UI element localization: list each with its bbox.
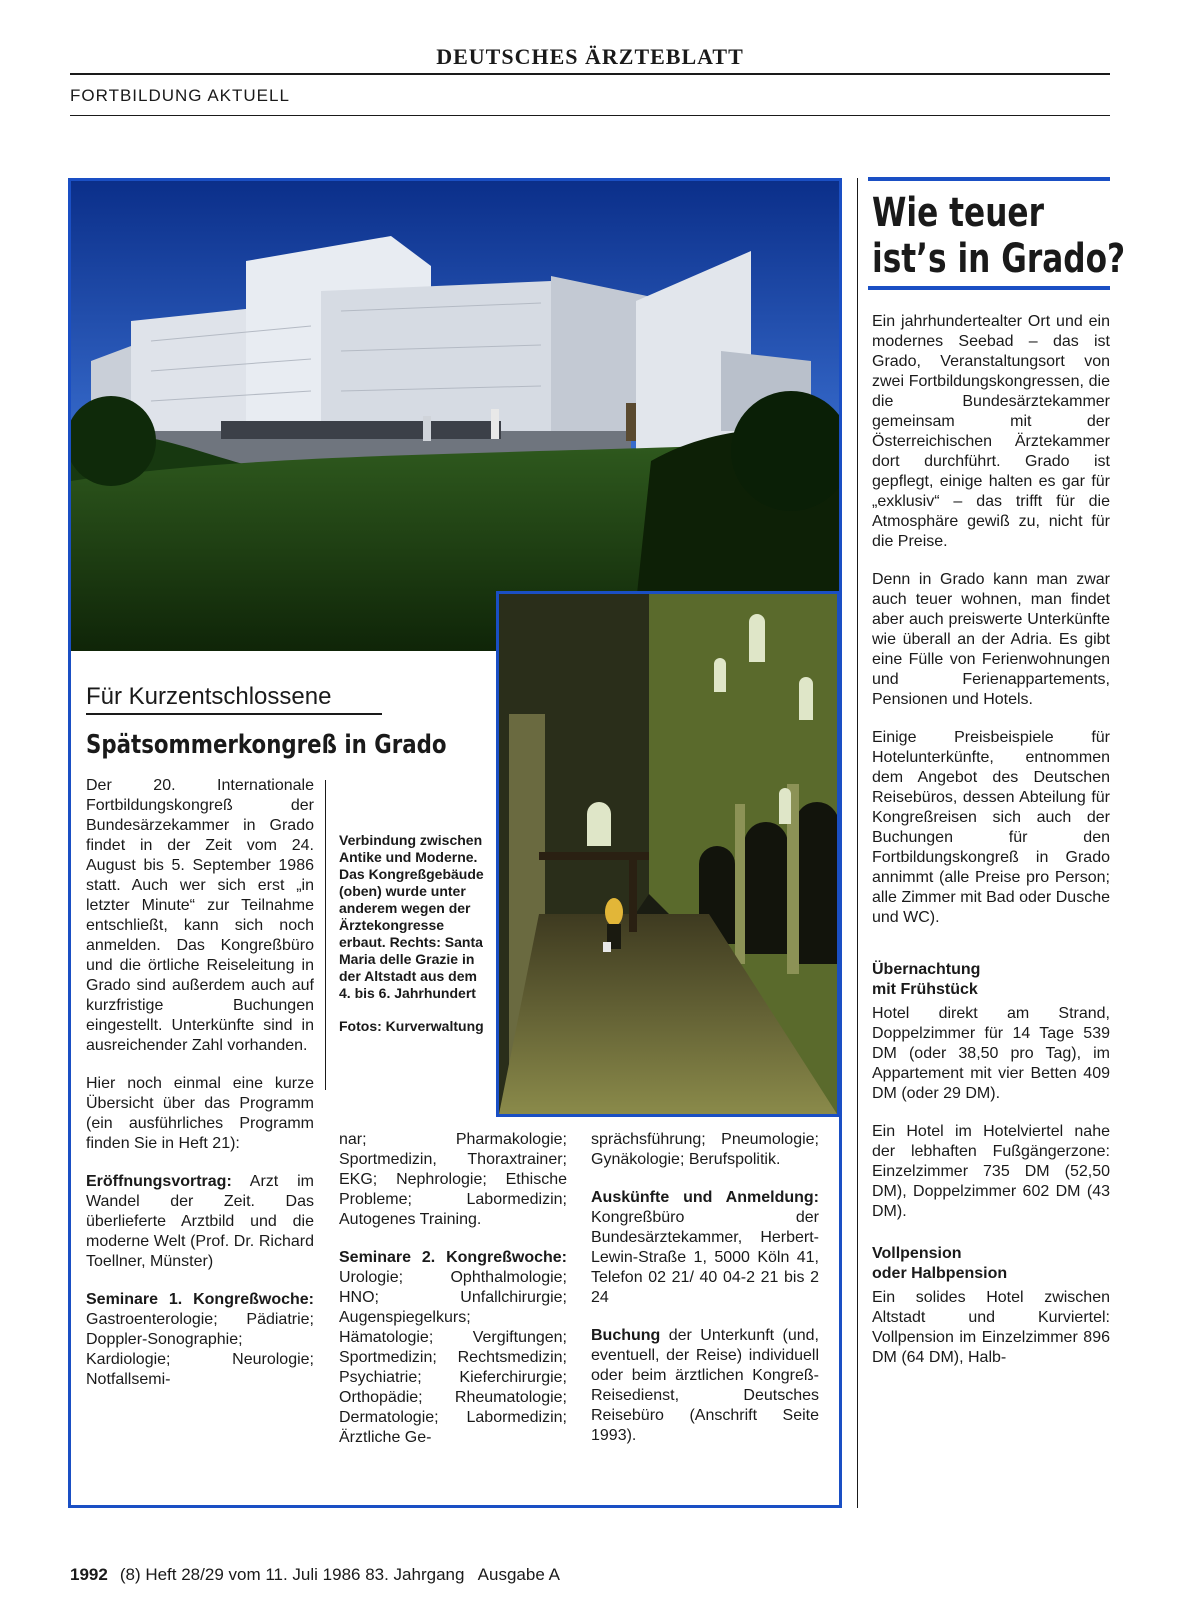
sidebar-paragraph-4: Hotel direkt am Strand, Doppelzimmer für 14 Tage 539 DM (oder 38,50 pro Tag), im Appartement mit vier Betten 409 DM (oder 29 DM).	[872, 1005, 1110, 1102]
col1-paragraph-3: Eröffnungsvortrag: Arzt im Wandel der Zeit. Das überlieferte Arztbild und die moderne Welt (Prof. Dr. Richard Toellner, Münster)	[86, 1173, 314, 1270]
congress-building-photo	[71, 181, 839, 651]
box-column-2	[339, 1130, 567, 1466]
sidebar-paragraph-2: Denn in Grado kann man zwar auch teuer wohnen, man findet aber auch preiswerte Unterkünfte wie überall an der Adria. Es gibt eine Fülle von Ferienwohnungen und Ferienappartements, Pensionen und Hotels.	[872, 571, 1110, 708]
col2-paragraph-2: Seminare 2. Kongreßwoche: Urologie; Ophthalmologie; HNO; Unfallchirurgie; Augenspiegelkurs; Hämatologie; Vergiftungen; Sportmedizin; Rechtsmedizin; Psychiatrie; Kieferchirurgie; Orthopädie; Rheumatologie; Dermatologie; Labormedizin; Ärztliche Ge-	[339, 1249, 567, 1446]
sidebar-rule-top	[868, 177, 1110, 181]
issue-info: (8) Heft 28/29 vom 11. Juli 1986 83. Jahrgang Ausgabe A	[119, 1565, 560, 1584]
col1-paragraph-2: Hier noch einmal eine kurze Übersicht über das Programm (ein ausführliches Programm finden Sie in Heft 21):	[86, 1075, 314, 1152]
sidebar-paragraph-1: Ein jahrhundertealter Ort und ein modernes Seebad – das ist Grado, Veranstaltungsort von zwei Fortbildungskongressen, die die Bundesärztekammer gemeinsam mit der Österreichischen Ärztekammer dort durchführt. Grado ist gepflegt, einige halten es gar für „exklusiv“ – das trifft für die Atmosphäre gewiß zu, nicht für die Preise.	[872, 313, 1110, 550]
box-panel-top	[71, 651, 496, 661]
page-number: 1992	[70, 1565, 108, 1584]
page-footer	[70, 1565, 560, 1585]
col1-paragraph-1: Der 20. Internationale Fortbildungskongreß der Bundesärzekammer in Grado findet in der Zeit vom 24. August bis 5. September 1986 statt. Auch wer sich erst „in letzter Minute“ zur Teilnahme entschließt, kann sich noch anmelden. Das Kongreßbüro und die örtliche Reiseleitung in Grado sind außerdem auch auf kurzfristige Buchungen eingestellt. Unterkünfte sind in ausreichender Zahl vorhanden.	[86, 777, 314, 1054]
box-kicker: Für Kurzentschlossene	[86, 683, 332, 710]
box-column-3	[591, 1130, 819, 1464]
col2-paragraph-1: nar; Pharmakologie; Sportmedizin, Thoraxtrainer; EKG; Nephrologie; Ethische Probleme; Labormedizin; Autogenes Training.	[339, 1131, 567, 1228]
photo-credit: Fotos: Kurverwaltung	[339, 1018, 484, 1034]
sidebar-column	[872, 312, 1110, 1386]
sidebar-paragraph-6: Ein solides Hotel zwischen Altstadt und Kurviertel: Vollpension im Einzelzimmer 896 DM (64 DM), Halb-	[872, 1289, 1110, 1366]
sidebar-heading-1: Übernachtung mit Frühstück	[872, 961, 981, 998]
sidebar-divider	[857, 178, 858, 1508]
kicker-underline	[86, 713, 382, 715]
sidebar-paragraph-5: Ein Hotel im Hotelviertel nahe der lebhaften Fußgängerzone: Einzelzimmer 735 DM (52,50 DM), Doppelzimmer 602 DM (43 DM).	[872, 1123, 1110, 1220]
sidebar-heading-2: Vollpension oder Halbpension	[872, 1245, 1008, 1282]
box-headline: Spätsommerkongreß in Grado	[86, 730, 447, 760]
col1-paragraph-4: Seminare 1. Kongreßwoche: Gastroenterologie; Pädiatrie; Doppler-Sonographie; Kardiologie; Neurologie; Notfallsemi-	[86, 1291, 314, 1388]
basilica-interior-photo	[496, 591, 840, 1117]
sidebar-rule-bottom	[868, 286, 1110, 290]
caption-text: Verbindung zwischen Antike und Moderne. Das Kongreßgebäude (oben) wurde unter anderem wegen der Ärztekongresse erbaut. Rechts: Santa Maria delle Grazie in der Altstadt aus dem 4. bis 6. Jahrhundert	[339, 832, 484, 1001]
section-rule	[70, 115, 1110, 116]
masthead-rule	[70, 73, 1110, 75]
col3-paragraph-2: Auskünfte und Anmeldung: Kongreßbüro der Bundesärztekammer, Herbert-Lewin-Straße 1, 5000 Köln 41, Telefon 02 21/ 40 04-2 21 bis 2 24	[591, 1189, 819, 1306]
box-column-1	[86, 776, 314, 1408]
masthead: DEUTSCHES ÄRZTEBLATT	[436, 44, 744, 69]
column-separator	[325, 780, 326, 1090]
section-label: FORTBILDUNG AKTUELL	[70, 86, 290, 105]
sidebar-title: Wie teuer ist’s in Grado?	[872, 190, 1126, 282]
box-border-bottom	[68, 1505, 842, 1508]
photo-caption	[339, 832, 487, 1051]
col3-paragraph-3: Buchung der Unterkunft (und, eventuell, der Reise) individuell oder beim ärztlichen Kongreß-Reisedienst, Deutsches Reisebüro (Anschrift Seite 1993).	[591, 1327, 819, 1444]
sidebar-paragraph-3: Einige Preisbeispiele für Hotelunterkünfte, entnommen dem Angebot des Deutschen Reisebüros, dessen Abteilung für Kongreßreisen sich auch der Buchungen für den Fortbildungskongreß in Grado annimmt (alle Preise pro Person; alle Zimmer mit Bad oder Dusche und WC).	[872, 729, 1110, 926]
col3-paragraph-1: sprächsführung; Pneumologie; Gynäkologie; Berufspolitik.	[591, 1131, 819, 1168]
